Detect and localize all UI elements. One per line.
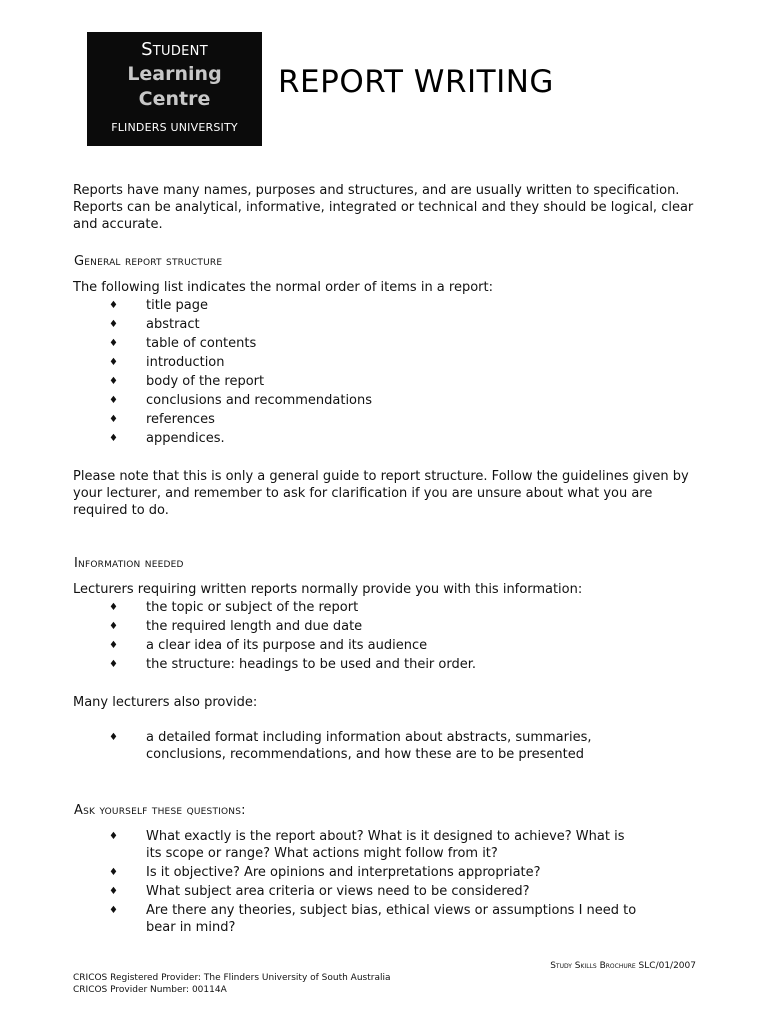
list-item: ♦ title page (109, 296, 372, 315)
list-item: ♦ the required length and due date (109, 617, 476, 636)
logo-line-centre: Centre (138, 88, 211, 110)
list-item: ♦ Is it objective? Are opinions and interpretations appropriate? (109, 864, 639, 881)
section-heading-structure: General report structure (74, 254, 223, 269)
list-item: ♦ table of contents (109, 334, 372, 353)
brochure-code: Study Skills Brochure SLC/01/2007 (550, 961, 696, 971)
list-item: ♦ appendices. (109, 429, 372, 448)
logo-line-student: Student (141, 39, 208, 60)
information-list (109, 598, 476, 674)
list-item: ♦ What exactly is the report about? What is it designed to achieve? What is its scope or range? What actions might follow from it? (109, 828, 639, 862)
page-title: REPORT WRITING (278, 64, 554, 100)
information-lead: Lecturers requiring written reports normally provide you with this information: (73, 582, 583, 597)
list-item: ♦ abstract (109, 315, 372, 334)
list-item: ♦ What subject area criteria or views need to be considered? (109, 883, 639, 900)
section-heading-information: Information needed (74, 556, 184, 571)
list-item: ♦ conclusions and recommendations (109, 391, 372, 410)
list-item: ♦ introduction (109, 353, 372, 372)
list-item: ♦ a clear idea of its purpose and its audience (109, 636, 476, 655)
questions-list (109, 828, 639, 938)
list-item: ♦ the structure: headings to be used and their order. (109, 655, 476, 674)
section-heading-questions: Ask yourself these questions: (74, 803, 246, 818)
cricos-footer (73, 972, 391, 996)
list-item: ♦ references (109, 410, 372, 429)
logo-line-learning: Learning (127, 63, 222, 85)
cricos-number: CRICOS Provider Number: 00114A (73, 985, 227, 995)
cricos-provider: CRICOS Registered Provider: The Flinders University of South Australia (73, 973, 391, 983)
logo-line-university: FLINDERS UNIVERSITY (111, 121, 238, 134)
list-item: ♦ Are there any theories, subject bias, ethical views or assumptions I need to bear in mind? (109, 902, 639, 936)
also-provide-list (109, 729, 629, 765)
structure-lead: The following list indicates the normal order of items in a report: (73, 280, 493, 295)
student-learning-centre-logo (87, 32, 262, 146)
list-item: ♦ the topic or subject of the report (109, 598, 476, 617)
intro-paragraph: Reports have many names, purposes and structures, and are usually written to specification. Reports can be analytical, informative, integrated or technical and they should be logical, clear and accurate. (73, 183, 694, 232)
also-provide-lead: Many lecturers also provide: (73, 695, 258, 710)
list-item: ♦ a detailed format including information about abstracts, summaries, conclusions, recommendations, and how these are to be presented (109, 729, 629, 763)
structure-note: Please note that this is only a general guide to report structure. Follow the guidelines given by your lecturer, and remember to ask for clarification if you are unsure about what you are required to do. (73, 469, 689, 518)
list-item: ♦ body of the report (109, 372, 372, 391)
structure-list (109, 296, 372, 448)
